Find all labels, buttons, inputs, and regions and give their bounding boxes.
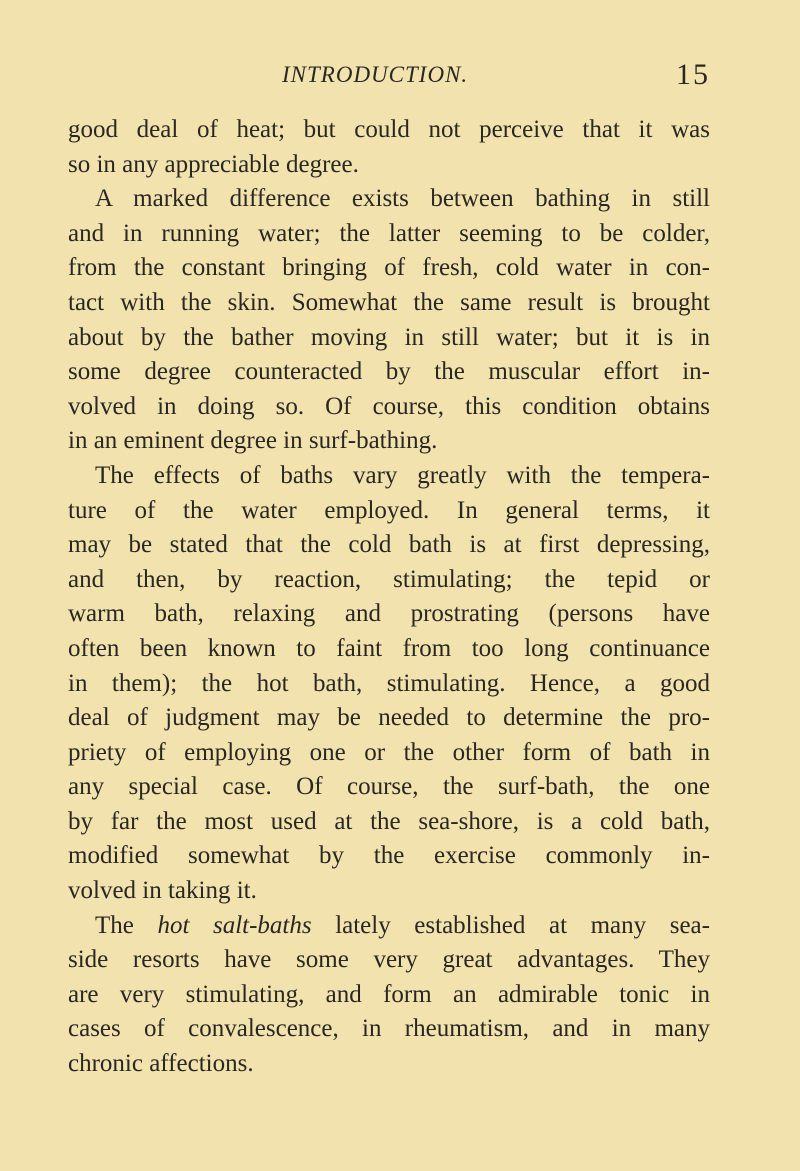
text-line: side resorts have some very great advantages. They	[68, 946, 710, 974]
text-line: volved in taking it.	[68, 877, 257, 905]
text-line: about by the bather moving in still water; but it is in	[68, 323, 710, 351]
text-line: cases of convalescence, in rheumatism, and in many	[68, 1015, 710, 1043]
text-line: in an eminent degree in surf-bathing.	[68, 427, 438, 455]
running-head: INTRODUCTION.	[282, 62, 469, 87]
text-line: good deal of heat; but could not perceive that it was	[68, 116, 710, 143]
text-line: so in any appreciable degree.	[68, 150, 359, 178]
text-line: priety of employing one or the other form of bath in	[68, 738, 710, 766]
page-header	[68, 58, 710, 94]
text-line: chronic affections.	[68, 1050, 254, 1078]
text-line: and then, by reaction, stimulating; the tepid or	[68, 565, 710, 593]
text-line: tact with the skin. Somewhat the same result is brought	[68, 288, 710, 316]
text-line: from the constant bringing of fresh, cold water in con-	[68, 254, 710, 282]
text-line: deal of judgment may be needed to determine the pro-	[68, 704, 710, 732]
text-line: warm bath, relaxing and prostrating (persons have	[68, 600, 710, 628]
page-number: 15	[676, 58, 710, 91]
text-run: The	[95, 911, 158, 939]
text-line: modified somewhat by the exercise commonly in-	[68, 842, 710, 870]
paragraph-start-line: The effects of baths vary greatly with the tempera-	[95, 461, 710, 489]
text-line: and in running water; the latter seeming to be colder,	[68, 219, 710, 247]
italic-phrase: hot salt-baths	[157, 911, 312, 939]
text-line: by far the most used at the sea-shore, is a cold bath,	[68, 807, 710, 835]
text-run: lately established at many sea-	[311, 911, 710, 939]
paragraph-start-line	[68, 909, 710, 944]
text-line: volved in doing so. Of course, this condition obtains	[68, 392, 710, 420]
text-line: are very stimulating, and form an admirable tonic in	[68, 980, 710, 1008]
paragraph-start-line: A marked difference exists between bathing in still	[95, 185, 710, 213]
text-line: may be stated that the cold bath is at first depressing,	[68, 531, 710, 559]
text-line: any special case. Of course, the surf-bath, the one	[68, 773, 710, 801]
text-line: in them); the hot bath, stimulating. Hence, a good	[68, 669, 710, 697]
text-line: often been known to faint from too long continuance	[68, 634, 710, 662]
text-line: ture of the water employed. In general terms, it	[68, 496, 710, 524]
body-text	[68, 113, 710, 1082]
text-line: some degree counteracted by the muscular effort in-	[68, 358, 710, 386]
